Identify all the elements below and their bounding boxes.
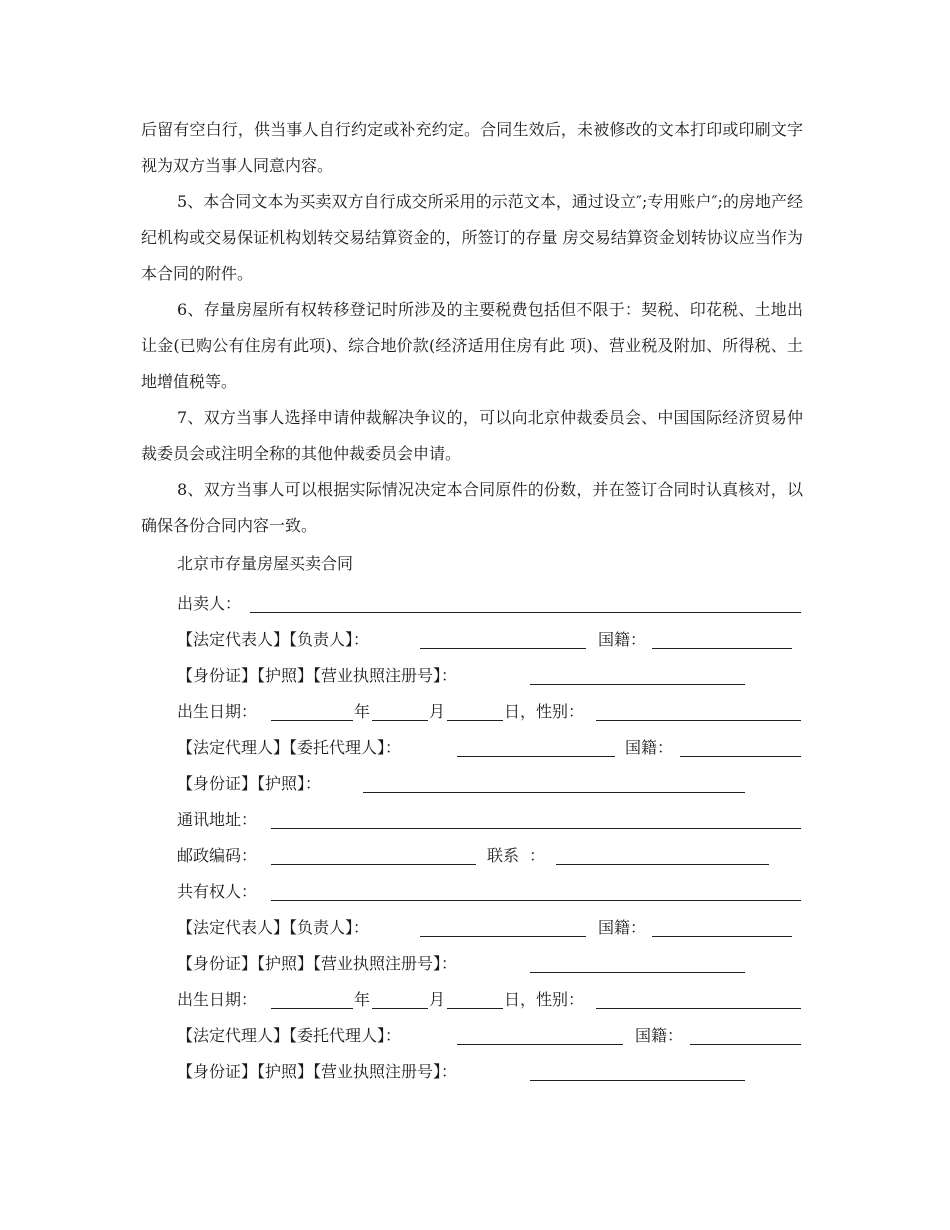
contact-label: 联系 ： — [487, 846, 546, 865]
contract-title: 北京市存量房屋买卖合同 — [177, 554, 354, 573]
co-id-license-field[interactable] — [530, 972, 745, 973]
co-agent-field[interactable] — [457, 1044, 623, 1045]
co-agent-nationality-label: 国籍： — [635, 1026, 684, 1045]
co-gender-field[interactable] — [596, 1008, 801, 1009]
co-birth-day-field[interactable] — [447, 1008, 503, 1009]
id-passport-label: 【身份证】【护照】： — [177, 774, 322, 793]
co-year-label: 年 — [354, 990, 371, 1009]
co-nationality-field[interactable] — [652, 936, 792, 937]
birth-day-field[interactable] — [447, 720, 503, 721]
day-gender-label: 日，性别： — [504, 702, 585, 721]
co-agent-id-license-label: 【身份证】【护照】【营业执照注册号】： — [177, 1062, 458, 1081]
paragraph-continuation: 后留有空白行，供当事人自行约定或补充约定。合同生效后，未被修改的文本打印或印刷文字视为双方当事人同意内容。 — [141, 120, 803, 175]
agent-label: 【法定代理人】【委托代理人】： — [177, 738, 402, 757]
year-label: 年 — [354, 702, 371, 721]
birth-year-field[interactable] — [271, 720, 353, 721]
co-birth-month-field[interactable] — [372, 1008, 428, 1009]
agent-nationality-field[interactable] — [680, 756, 801, 757]
agent-field[interactable] — [457, 756, 615, 757]
co-agent-id-license-field[interactable] — [530, 1080, 745, 1081]
paragraph-item-8: 8、双方当事人可以根据实际情况决定本合同原件的份数，并在签订合同时认真核对，以确保各份合同内容一致。 — [141, 480, 803, 535]
address-field[interactable] — [271, 828, 801, 829]
co-owner-label: 共有权人： — [177, 882, 258, 901]
agent-nationality-label: 国籍： — [625, 738, 674, 757]
nationality-label: 国籍： — [598, 630, 647, 649]
co-owner-field[interactable] — [271, 900, 801, 901]
co-id-license-label: 【身份证】【护照】【营业执照注册号】： — [177, 954, 458, 973]
co-agent-label: 【法定代理人】【委托代理人】： — [177, 1026, 402, 1045]
co-legal-rep-field[interactable] — [420, 936, 586, 937]
id-license-field[interactable] — [530, 684, 745, 685]
co-birth-year-field[interactable] — [271, 1008, 353, 1009]
paragraph-item-6: 6、存量房屋所有权转移登记时所涉及的主要税费包括但不限于：契税、印花税、土地出让金(已购公有住房有此项)、综合地价款(经济适用住房有此 项)、营业税及附加、所得税、土地增值税等。 — [141, 300, 803, 391]
postcode-field[interactable] — [271, 864, 476, 865]
gender-field[interactable] — [596, 720, 801, 721]
address-label: 通讯地址： — [177, 810, 258, 829]
paragraph-item-7: 7、双方当事人选择申请仲裁解决争议的，可以向北京仲裁委员会、中国国际经济贸易仲裁委员会或注明全称的其他仲裁委员会申请。 — [141, 408, 803, 463]
co-legal-rep-label: 【法定代表人】【负责人】： — [177, 918, 370, 937]
month-label: 月 — [429, 702, 446, 721]
contact-field[interactable] — [556, 864, 769, 865]
seller-label: 出卖人： — [177, 594, 242, 613]
co-nationality-label: 国籍： — [598, 918, 647, 937]
id-passport-field[interactable] — [363, 792, 745, 793]
co-agent-nationality-field[interactable] — [690, 1044, 801, 1045]
seller-field[interactable] — [250, 612, 801, 613]
birth-date-label: 出生日期： — [177, 702, 258, 721]
co-day-gender-label: 日，性别： — [504, 990, 585, 1009]
co-birth-date-label: 出生日期： — [177, 990, 258, 1009]
co-month-label: 月 — [429, 990, 446, 1009]
legal-rep-label: 【法定代表人】【负责人】： — [177, 630, 370, 649]
birth-month-field[interactable] — [372, 720, 428, 721]
postcode-label: 邮政编码： — [177, 846, 258, 865]
id-license-label: 【身份证】【护照】【营业执照注册号】： — [177, 666, 458, 685]
paragraph-item-5: 5、本合同文本为买卖双方自行成交所采用的示范文本，通过设立″;专用账户″;的房地产经纪机构或交易保证机构划转交易结算资金的，所签订的存量 房交易结算资金划转协议应当作为本合同的附件。 — [141, 192, 803, 283]
legal-rep-field[interactable] — [420, 648, 586, 649]
nationality-field[interactable] — [652, 648, 792, 649]
